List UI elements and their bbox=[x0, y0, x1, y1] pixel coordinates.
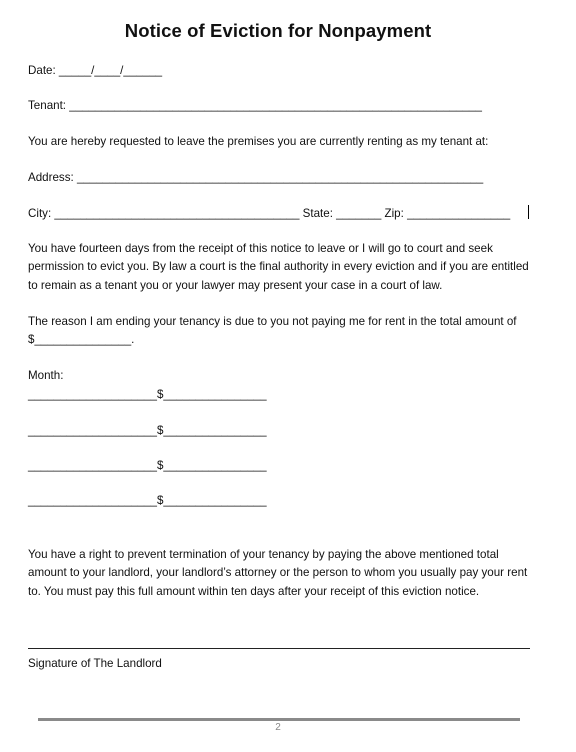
request-statement: You are hereby requested to leave the premises you are currently renting as my tenant at: bbox=[28, 135, 489, 148]
page-number: 2 bbox=[275, 722, 281, 733]
document-title: Notice of Eviction for Nonpayment bbox=[124, 20, 432, 41]
footer-divider bbox=[38, 718, 520, 721]
month-row: ____________________$________________ bbox=[28, 424, 267, 437]
text-cursor bbox=[528, 205, 529, 219]
month-label: Month: bbox=[28, 369, 64, 382]
address-field-line: Address: _______________________________________________________________ bbox=[28, 171, 484, 184]
month-row: ____________________$________________ bbox=[28, 459, 267, 472]
signature-line bbox=[28, 648, 530, 649]
date-field-line: Date: _____/____/______ bbox=[28, 64, 163, 77]
month-row: ____________________$________________ bbox=[28, 494, 267, 507]
city-state-zip-line: City: ______________________________________ State: _______ Zip: ________________ bbox=[28, 207, 511, 220]
notice-paragraph: You have fourteen days from the receipt of this notice to leave or I will go to court and seek permission to evict you. By law a court is the final authority in every eviction and if you are entitled to remain as a tenant you or your lawyer may present your case in a court of law. bbox=[28, 242, 529, 292]
tenant-field-line: Tenant: ________________________________________________________________ bbox=[28, 99, 482, 112]
month-row: ____________________$________________ bbox=[28, 388, 267, 401]
reason-paragraph: The reason I am ending your tenancy is due to you not paying me for rent in the total amount of $_______________. bbox=[28, 315, 517, 347]
signature-label: Signature of The Landlord bbox=[28, 657, 162, 670]
rights-paragraph: You have a right to prevent termination of your tenancy by paying the above mentioned total amount to your landlord, your landlord’s attorney or the person to whom you usually pay your rent to. You must pay this full amount within ten days after your receipt of this eviction notice. bbox=[28, 548, 528, 598]
